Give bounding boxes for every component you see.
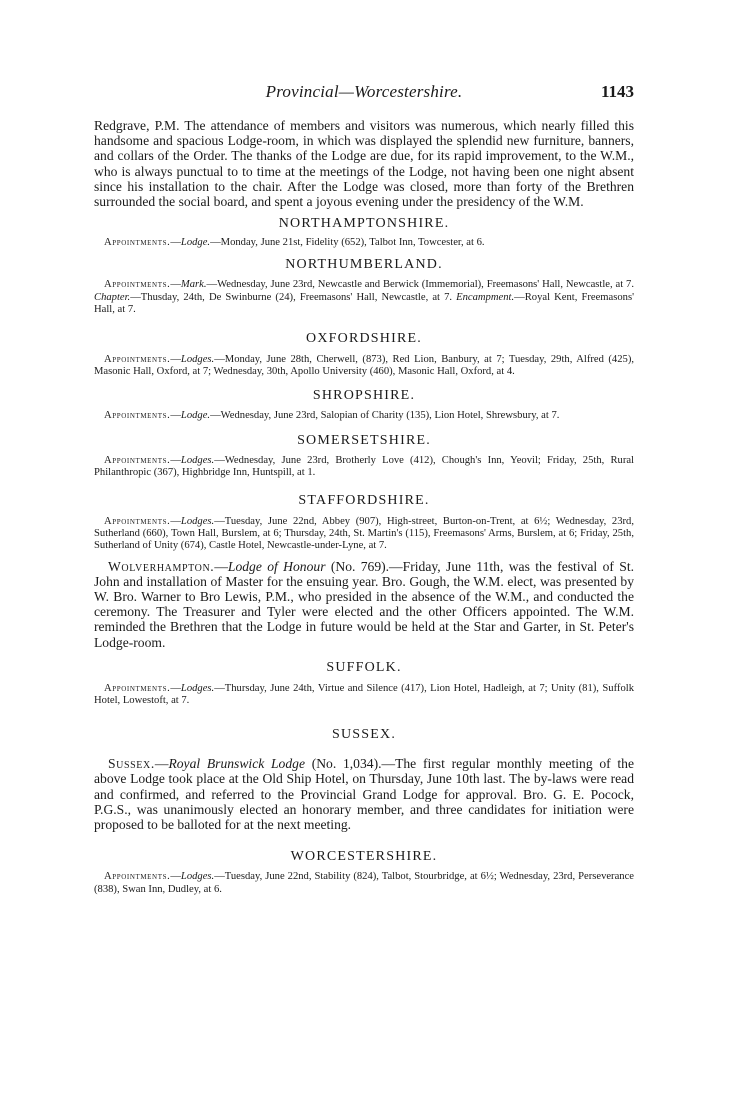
report-text: (No. 1,034).—The first regular monthly meeting of the above Lodge took place at the Old Ship Hotel, on Thursday, June 10th last. The by-laws were read and confirmed, and referred to the Provincial Grand Lodge for approval. Bro. G. E. Pocock, P.G.S., was unanimously elected an honorary member, and three candidates for initiation were proposed to be balloted for at the next meeting. bbox=[94, 756, 634, 833]
meeting-kind: Encampment. bbox=[456, 291, 515, 303]
heading-somersetshire: SOMERSETSHIRE. bbox=[297, 432, 431, 448]
appointments-label: Appointments. bbox=[104, 454, 171, 466]
notice-text: —Thursday, June 24th, Virtue and Silence (417), Lion Hotel, Hadleigh, at 7; Unity (81), Suffolk Hotel, Lowestoft, at 7. bbox=[94, 682, 634, 707]
notice-text: —Thusday, 24th, De Swinburne (24), Freemasons' Hall, Newcastle, at 7. bbox=[130, 291, 457, 303]
notice-text: —Tuesday, June 22nd, Abbey (907), High-street, Burton-on-Trent, at 6½; Wednesday, 23rd, Sutherland (660), Town Hall, Burslem, at 6; Thursday, 24th, St. Martin's (115), Freemasons' Arms, Burslem, at 6; Friday, 25th, Sutherland of Unity (674), Castle Hotel, Newcastle-under-Lyne, at 7. bbox=[94, 516, 634, 552]
report-text: (No. 769).—Friday, June 11th, was the festival of St. John and installation of Master for the ensuing year. Bro. Gough, the W.M. elect, was presented by W. Bro. Warner to Bro Lewis, P.M., who presided in the absence of the W.M., and conducted the ceremony. The Treasurer and Tyler were elected and the other Officers appointed. The W.M. reminded the Brethren that the Lodge in future would be held at the Star and Garter, in St. Peter's Lodge-room. bbox=[94, 558, 634, 650]
appointments-label: Appointments. bbox=[104, 682, 171, 694]
appointments-label: Appointments. bbox=[104, 279, 171, 291]
report-place: Sussex. bbox=[108, 756, 155, 772]
heading-northamptonshire: NORTHAMPTONSHIRE. bbox=[278, 216, 450, 232]
meeting-kind: Lodge. bbox=[180, 410, 211, 422]
running-title: Provincial—Worcestershire. bbox=[265, 82, 463, 101]
notice-staffordshire: Appointments.—Lodges.—Tuesday, June 22nd, Abbey (907), High-street, Burton-on-Trent, at 6½; Wednesday, 23rd, Sutherland (660), Town Hall, Burslem, at 6; Thursday, 24th, St. Martin's (115), Freemasons' Arms, Burslem, at 6; Friday, 25th, Sutherland of Unity (674), Castle Hotel, Newcastle-under-Lyne, at 7. bbox=[94, 516, 634, 552]
notice-text: —Wednesday, June 23rd, Brotherly Love (412), Chough's Inn, Yeovil; Friday, 25th, Rural Philanthropic (367), Highbridge Inn, Huntspill, at 1. bbox=[94, 454, 634, 478]
heading-staffordshire: STAFFORDSHIRE. bbox=[298, 493, 430, 509]
heading-oxfordshire: OXFORDSHIRE. bbox=[306, 331, 422, 347]
notice-suffolk: Appointments.—Lodges.—Thursday, June 24th, Virtue and Silence (417), Lion Hotel, Hadleigh, at 7; Unity (81), Suffolk Hotel, Lowestoft, at 7. bbox=[94, 682, 634, 707]
notice-northumberland: Appointments.—Mark.—Wednesday, June 23rd, Newcastle and Berwick (Immemorial), Freemasons' Hall, Newcastle, at 7. Chapter.—Thusday, 24th, De Swinburne (24), Freemasons' Hall, Newcastle, at 7. Encampment.—Royal Kent, Freemasons' Hall, at 7. bbox=[94, 279, 634, 315]
appointments-label: Appointments. bbox=[104, 516, 171, 528]
notice-northamptonshire: Appointments.—Lodge.—Monday, June 21st, Fidelity (652), Talbot Inn, Towcester, at 6. bbox=[104, 237, 485, 249]
appointments-label: Appointments. bbox=[104, 354, 171, 366]
heading-suffolk: SUFFOLK. bbox=[326, 659, 402, 675]
notice-text: —Wednesday, June 23rd, Newcastle and Berwick (Immemorial), Freemasons' Hall, Newcastle, at 7. bbox=[206, 279, 634, 291]
meeting-kind: Chapter. bbox=[94, 291, 131, 303]
appointments-label: Appointments. bbox=[104, 871, 171, 883]
appointments-label: Appointments. bbox=[104, 237, 171, 249]
meeting-kind: Mark. bbox=[180, 279, 207, 291]
report-lodge: Lodge of Honour bbox=[227, 558, 326, 574]
heading-worcestershire: WORCESTERSHIRE. bbox=[290, 849, 438, 865]
meeting-kind: Lodges. bbox=[180, 454, 215, 466]
heading-shropshire: SHROPSHIRE. bbox=[312, 388, 416, 404]
notice-oxfordshire: Appointments.—Lodges.—Monday, June 28th, Cherwell, (873), Red Lion, Banbury, at 7; Tuesday, 29th, Alfred (425), Masonic Hall, Oxford, at 7; Wednesday, 30th, Apollo University (460), Masonic Hall, Oxford, at 4. bbox=[94, 354, 634, 378]
notice-text: —Wednesday, June 23rd, Salopian of Charity (135), Lion Hotel, Shrewsbury, at 7. bbox=[210, 410, 560, 422]
heading-sussex: SUSSEX. bbox=[331, 727, 397, 743]
running-head bbox=[94, 82, 634, 104]
notice-text: —Monday, June 28th, Cherwell, (873), Red Lion, Banbury, at 7; Tuesday, 29th, Alfred (425), Masonic Hall, Oxford, at 7; Wednesday, 30th, Apollo University (460), Masonic Hall, Oxford, at 4. bbox=[94, 354, 634, 378]
notice-somersetshire: Appointments.—Lodges.—Wednesday, June 23rd, Brotherly Love (412), Chough's Inn, Yeovil; Friday, 25th, Rural Philanthropic (367), Highbridge Inn, Huntspill, at 1. bbox=[94, 454, 634, 478]
meeting-kind: Lodges. bbox=[180, 354, 215, 366]
report-lodge: Royal Brunswick Lodge bbox=[168, 756, 305, 772]
notice-text: —Royal Kent, Freemasons' Hall, at 7. bbox=[94, 291, 634, 315]
report-wolverhampton: Wolverhampton.—Lodge of Honour (No. 769).—Friday, June 11th, was the festival of St. John and installation of Master for the ensuing year. Bro. Gough, the W.M. elect, was presented by W. Bro. Warner to Bro Lewis, P.M., who presided in the absence of the W.M., and conducted the ceremony. The Treasurer and Tyler were elected and the other Officers appointed. The W.M. reminded the Brethren that the Lodge in future would be held at the Star and Garter, in St. Peter's Lodge-room. bbox=[94, 558, 634, 650]
report-place: Wolverhampton. bbox=[108, 558, 215, 574]
notice-text: —Tuesday, June 22nd, Stability (824), Talbot, Stourbridge, at 6½; Wednesday, 23rd, Perseverance (838), Swan Inn, Dudley, at 6. bbox=[94, 871, 634, 895]
report-sussex: Sussex.—Royal Brunswick Lodge (No. 1,034).—The first regular monthly meeting of the above Lodge took place at the Old Ship Hotel, on Thursday, June 10th last. The by-laws were read and confirmed, and referred to the Provincial Grand Lodge for approval. Bro. G. E. Pocock, P.G.S., was unanimously elected an honorary member, and three candidates for initiation were proposed to be balloted for at the next meeting. bbox=[94, 756, 634, 833]
meeting-kind: Lodges. bbox=[180, 871, 215, 883]
intro-paragraph: Redgrave, P.M. The attendance of members and visitors was numerous, which nearly filled this handsome and spacious Lodge-room, in which was displayed the splendid new furniture, banners, and collars of the Order. The thanks of the Lodge are due, for its rapid improvement, to the W.M., who is always punctual to to time at the meetings of the Lodge, not having been one night absent since his installation to the chair. After the Lodge was closed, more than forty of the Brethren surrounded the social board, and spent a joyous evening under the presidency of the W.M. bbox=[94, 118, 634, 210]
page-number: 1143 bbox=[600, 82, 634, 101]
meeting-kind: Lodges. bbox=[180, 516, 215, 528]
appointments-label: Appointments. bbox=[104, 410, 171, 422]
meeting-kind: Lodge. bbox=[180, 237, 211, 249]
notice-text: —Monday, June 21st, Fidelity (652), Talbot Inn, Towcester, at 6. bbox=[210, 237, 485, 249]
notice-shropshire: Appointments.—Lodge.—Wednesday, June 23rd, Salopian of Charity (135), Lion Hotel, Shrewsbury, at 7. bbox=[104, 410, 560, 422]
page-body bbox=[94, 118, 634, 896]
meeting-kind: Lodges. bbox=[180, 682, 215, 694]
heading-northumberland: NORTHUMBERLAND. bbox=[285, 257, 443, 273]
notice-worcestershire: Appointments.—Lodges.—Tuesday, June 22nd, Stability (824), Talbot, Stourbridge, at 6½; Wednesday, 23rd, Perseverance (838), Swan Inn, Dudley, at 6. bbox=[94, 871, 634, 895]
